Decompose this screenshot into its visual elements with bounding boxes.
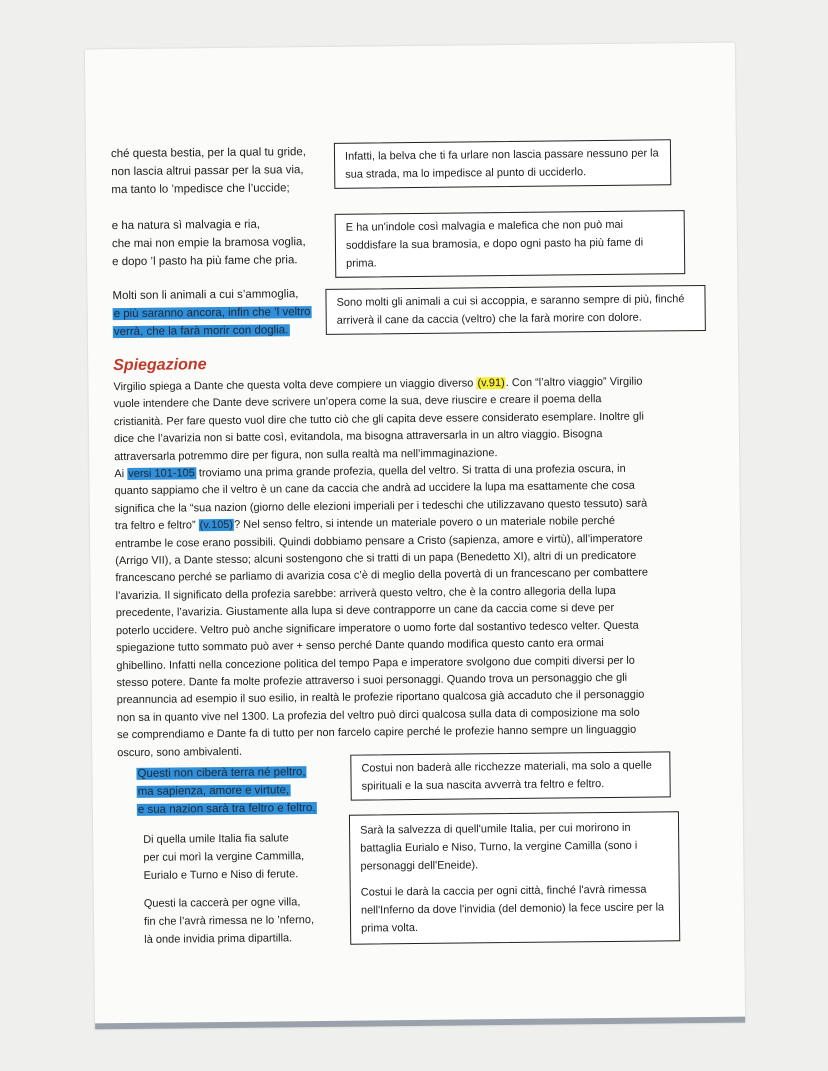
verse-ref-highlight: (v.91) — [477, 377, 505, 390]
paraphrase-box-1: Infatti, la belva che ti fa urlare non lascia passare nessuno per la sua strada, ma lo impedisce al punto di ucciderlo. — [334, 139, 671, 189]
verse-line: Questi la caccerà per ogne villa, — [143, 896, 301, 910]
highlighted-verse: e sua nazion sarà tra feltro e feltro. — [137, 802, 316, 816]
paper-sheet — [85, 43, 745, 1030]
verse-block-4 — [136, 763, 316, 819]
verse-line: Eurialo e Turno e Niso di ferute. — [143, 868, 299, 882]
verse-line: non lascia altrui passar per la sua via, — [111, 164, 304, 179]
explanation-paragraph-1: Virgilio spiega a Dante che questa volta deve compiere un viaggio diverso (v.91). Con “l’altro viaggio” Virgilio vuole intendere che Dante deve scrivere un’opera come la sua, deve riuscire e creare il poema della cristianità. Per fare questo vuol dire che tutto ciò che gli capita deve essere considerato esemplare. Inoltre gli dice che l’avarizia non si batte così, evitandola, ma bisogna attraversarla in un altro viaggio. Bisogna attraversarla potremmo dire per figura, non sulla realtà ma nell’immaginazione. — [113, 375, 644, 463]
verse-block-6 — [144, 893, 315, 949]
verse-line: che mai non empie la bramosa voglia, — [111, 236, 306, 251]
verse-ref-highlight: versi 101-105 — [128, 467, 195, 481]
highlighted-verse: e più saranno ancora, infin che ’l veltro — [113, 306, 311, 321]
verse-block-5 — [143, 829, 304, 885]
verse-block-2 — [112, 215, 306, 271]
highlighted-verse: verrà, che la farà morir con doglia. — [113, 324, 289, 339]
explanation-text — [113, 374, 652, 763]
paraphrase-box-4: Costui non baderà alle ricchezze materiali, ma solo a quelle spirituali e la sua nascita avverrà tra feltro e feltro. — [350, 751, 670, 800]
verse-line: ma tanto lo ’mpedisce che l’uccide; — [111, 182, 290, 197]
verse-line: Di quella umile Italia fia salute — [143, 832, 289, 846]
verse-block-1 — [111, 143, 307, 199]
paraphrase-box-2: E ha un'indole così malvagia e malefica che non può mai soddisfare la sua bramosia, e dopo ogni pasto ha più fame di prima. — [335, 210, 686, 278]
paraphrase-box-5-6 — [349, 811, 680, 944]
verse-block-3 — [112, 285, 311, 341]
verse-ref-highlight: (v.105) — [199, 519, 234, 532]
verse-line: e dopo ’l pasto ha più fame che pria. — [112, 254, 298, 269]
highlighted-verse: ma sapienza, amore e virtute, — [137, 784, 290, 798]
paper-bottom-edge — [95, 1017, 745, 1030]
paraphrase-box-3: Sono molti gli animali a cui si accoppia, e saranno sempre di più, finché arriverà il cane da caccia (veltro) che la farà morire con dolore. — [325, 285, 705, 335]
verse-line: e ha natura sì malvagia e ria, — [111, 218, 261, 233]
highlighted-verse: Questi non ciberà terra né peltro, — [137, 766, 306, 780]
explanation-paragraph-2: Ai versi 101-105 troviamo una prima grande profezia, quella del veltro. Si tratta di una profezia oscura, in quanto sappiamo che il veltro è un cane da caccia che andrà ad uccidere la lupa ma esattamente che cosa significa che la “sua nazion (giorno delle elezioni imperiali per i tedeschi che utilizzavano questo tessuto) sarà tra feltro e feltro” (v.105)? Nel senso feltro, si intende un materiale povero o un materiale nobile perché entrambe le cose erano possibili. Quindi dobbiamo pensare a Cristo (sapienza, amore e virtù), all’imperatore (Arrigo VII), a Dante stesso; alcuni sostengono che si tratti di un papa (Benedetto XI), altri di un predicatore francescano perché se parliamo di avarizia cosa c’è di meglio della povertà di un francescano per combattere l’avarizia. Il significato della profezia sarebbe: arriverà questo veltro, che è la contro allegoria della lupa precedente, l’avarizia. Giustamente alla lupa si deve contrapporre un cane da caccia come si deve per poterlo uccidere. Veltro può anche significare imperatore o uomo forte dal sostantivo tedesco velter. Questa spiegazione tutto sommato può aver + senso perché Dante quando modifica questo canto era ormai ghibellino. Infatti nella concezione politica del tempo Papa e imperatore svolgono due compiti diversi per lo stesso potere. Dante fa molte profezie attraverso i suoi personaggi. Quando trova un personaggio che gli preannuncia ad esempio il suo esilio, in realtà le profezie riportano qualcosa già accaduto che il personaggio non sa in quanto vive nel 1300. La profezia del veltro può dirci qualcosa sulla data di composizione ma solo se comprendiamo e Dante fa di tutto per non farcelo capire perché le profezie hanno sempre un linguaggio oscuro, sono ambivalenti. — [114, 462, 649, 759]
verse-line: per cui morì la vergine Cammilla, — [143, 850, 305, 864]
verse-line: ché questa bestia, per la qual tu gride, — [110, 146, 307, 161]
section-title: Spiegazione — [113, 356, 207, 375]
verse-line: là onde invidia prima dipartilla. — [144, 932, 293, 946]
paraphrase-5: Sarà la salvezza di quell'umile Italia, per cui morirono in battaglia Eurialo e Niso, Turno, la vergine Camilla (sono i personaggi dell'Eneide). — [360, 821, 638, 873]
paraphrase-6: Costui le darà la caccia per ogni città, finché l'avrà rimessa nell'Inferno da dove l'invidia (del demonio) la fece uscire per la prima volta. — [360, 883, 665, 935]
verse-line: fin che l’avrà rimessa ne lo ’nferno, — [143, 914, 315, 928]
verse-line: Molti son li animali a cui s’ammoglia, — [112, 288, 299, 303]
